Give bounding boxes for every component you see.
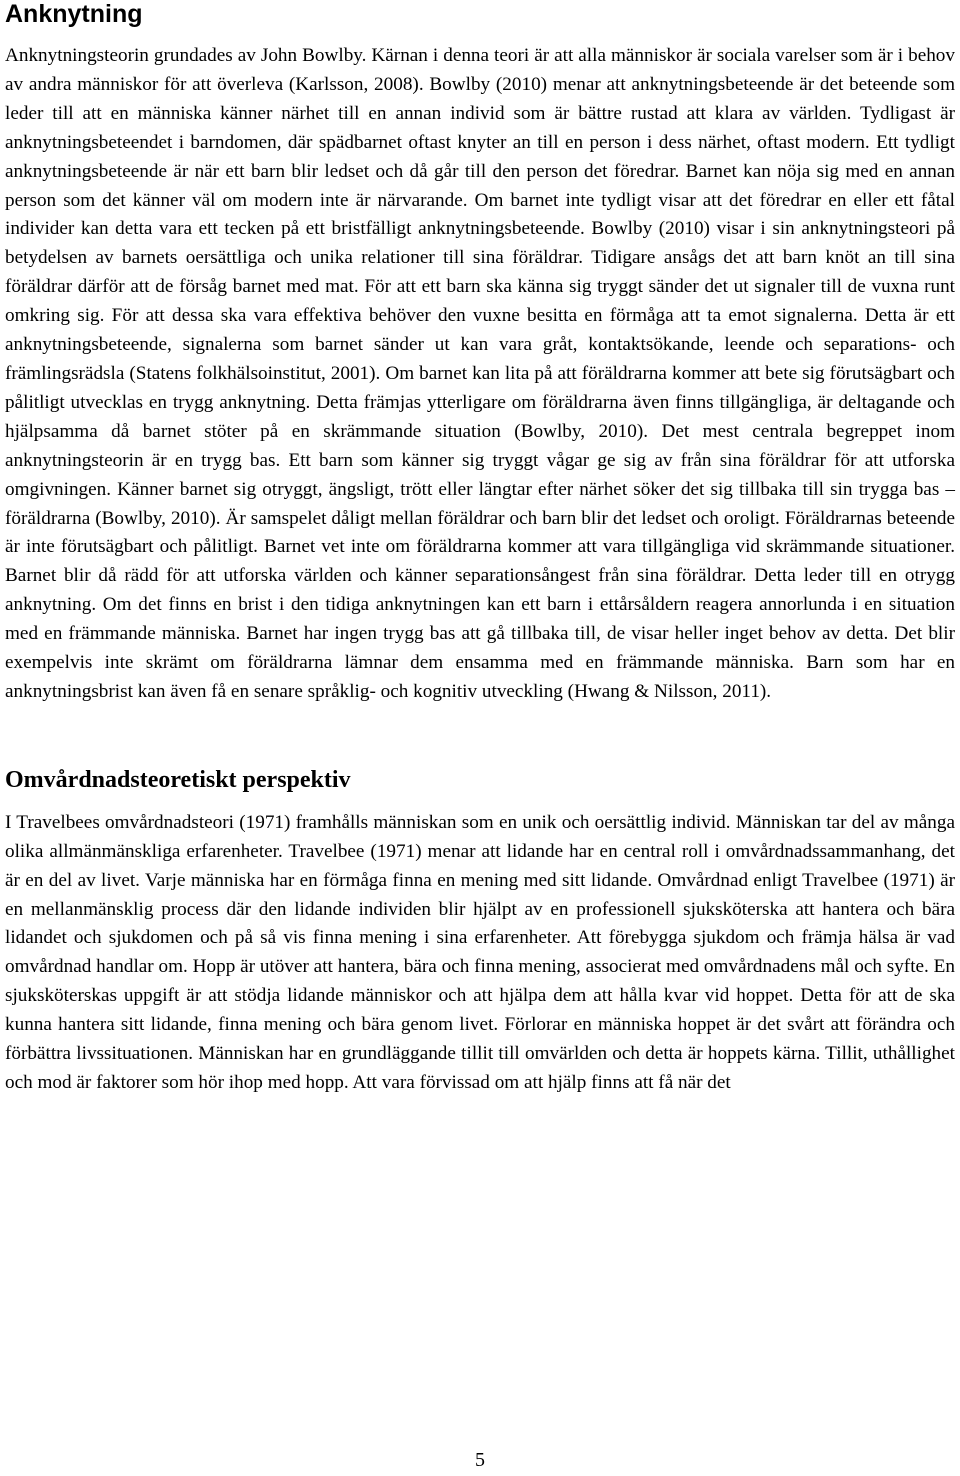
document-page — [5, 0, 955, 1098]
page-number: 5 — [475, 1449, 485, 1471]
paragraph-anknytning: Anknytningsteorin grundades av John Bowlby. Kärnan i denna teori är att alla människor är sociala varelser som är i behov av andra människor för att överleva (Karlsson, 2008). Bowlby (2010) menar att anknytningsbeteende är det beteende som leder till att en människa känner närhet till en annan individ som är bättre rustad att klara av världen. Tydligast är anknytningsbeteendet i barndomen, där spädbarnet oftast knyter an till en person i dess närhet, oftast modern. Ett tydligt anknytningsbeteende är när ett barn blir ledset och då går till den person det föredrar. Barnet kan nöja sig med en annan person som det känner väl om modern inte är närvarande. Om barnet inte tydligt visar att det föredrar en eller ett fåtal individer kan detta vara ett tecken på ett bristfälligt anknytningsbeteende. Bowlby (2010) visar i sin anknytningsteori på betydelsen av barnets oersättliga och unika relationer till sina föräldrar. Tidigare ansågs det att barn knöt an till sina föräldrar därför att de försåg barnet med mat. För att ett barn ska känna sig tryggt sänder det ut signaler till de vuxna runt omkring sig. För att dessa ska vara effektiva behöver den vuxne besitta en förmåga att ta emot signalerna. Detta är ett anknytningsbeteende, signalerna som barnet sänder ut kan vara gråt, kontaktsökande, leende och separations- och främlingsrädsla (Statens folkhälsoinstitut, 2001). Om barnet kan lita på att föräldrarna kommer att bete sig förutsägbart och pålitligt utvecklas en trygg anknytning. Detta främjas ytterligare om föräldrarna även finns tillgängliga, är deltagande och hjälpsamma då barnet stöter på en skrämmande situation (Bowlby, 2010). Det mest centrala begreppet inom anknytningsteorin är en trygg bas. Ett barn som känner sig tryggt vågar ge sig av från sina föräldrar för att utforska omgivningen. Känner barnet sig otryggt, ängsligt, trött eller längtar efter närhet söker det sig tillbaka till sin trygga bas – föräldrarna (Bowlby, 2010). Är samspelet dåligt mellan föräldrar och barn blir det ledset och oroligt. Föräldrarnas beteende är inte förutsägbart och pålitligt. Barnet vet inte om föräldrarna kommer att vara tillgängliga vid skrämmande situationer. Barnet blir då rädd för att utforska världen och känner separationsångest från sina föräldrar. Detta leder till en otrygg anknytning. Om det finns en brist i den tidiga anknytningen kan ett barn i ettårsåldern reagera annorlunda i en situation med en främmande människa. Barnet har ingen trygg bas att gå tillbaka till, de visar heller inget behov av detta. Det blir exempelvis inte skrämt om föräldrarna lämnar dem ensamma med en främmande människa. Barn som har en anknytningsbrist kan även få en senare språklig- och kognitiv utveckling (Hwang & Nilsson, 2011). — [5, 45, 955, 702]
heading-omvardnadsteoretiskt-perspektiv: Omvårdnadsteoretiskt perspektiv — [5, 766, 351, 793]
paragraph-omvardnadsteoretiskt-perspektiv: I Travelbees omvårdnadsteori (1971) framhålls människan som en unik och oersättlig individ. Människan tar del av många olika allmänmänskliga erfarenheter. Travelbee (1971) menar att lidande har en central roll i omvårdnadssammanhang, det är en del av livet. Varje människa har en förmåga finna en mening med sitt lidande. Omvårdnad enligt Travelbee (1971) är en mellanmänsklig process där den lidande individen blir hjälpt av en professionell sjuksköterska att hantera och bära lidandet och sjukdomen och på så vis finna mening i sina erfarenheter. Att förebygga sjukdom och främja hälsa är vad omvårdnad handlar om. Hopp är utöver att hantera, bära och finna mening, associerat med omvårdnadens mål och syfte. En sjuksköterskas uppgift är att stödja lidande människor och att hjälpa dem att hålla kvar vid hoppet. Detta för att de ska kunna hantera sitt lidande, finna mening och bära genom livet. Förlorar en människa hoppet är det svårt att förändra och förbättra livssituationen. Människan har en grundläggande tillit till omvärlden och detta är hoppets kärna. Tillit, uthållighet och mod är faktorer som hör ihop med hopp. Att vara förvissad om att hjälp finns att få när det — [5, 811, 955, 1093]
heading-anknytning: Anknytning — [5, 0, 143, 28]
